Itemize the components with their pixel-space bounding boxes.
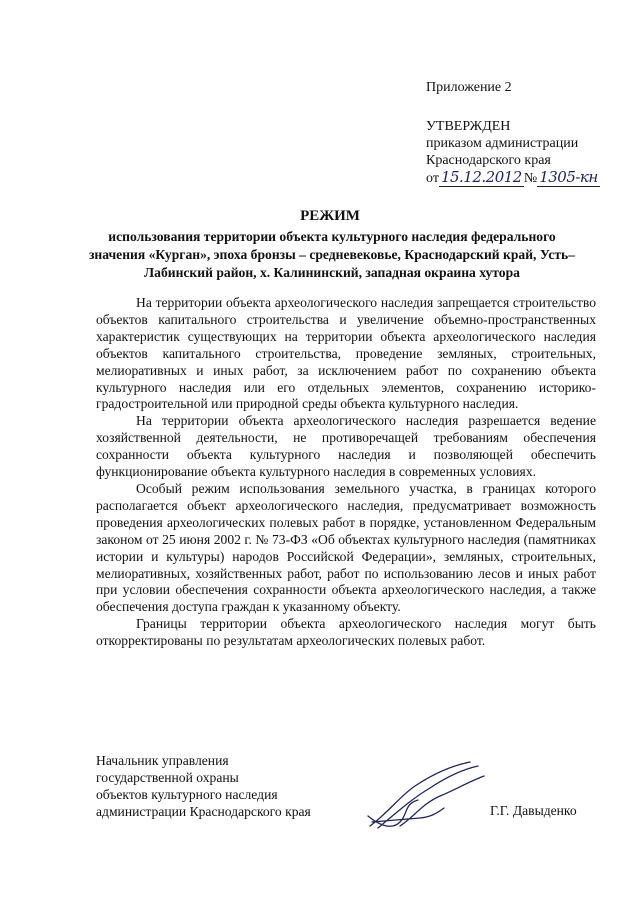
approval-heading: УТВЕРЖДЕН — [426, 119, 511, 134]
approval-order-line: приказом администрации — [426, 136, 579, 151]
approval-date-line — [426, 169, 600, 187]
signee-name: Г.Г. Давыденко — [490, 803, 577, 818]
document-body — [96, 295, 596, 650]
document-subtitle: использования территории объекта культурного наследия федерального значения «Курган», эпоха бронзы – средневековье, Краснодарский край, Усть–Лабинский район, х. Калининский, западная окраина хутора — [88, 229, 576, 280]
number-prefix: № — [523, 171, 538, 186]
handwritten-date: 15.12.2012 — [440, 168, 522, 186]
approval-authority-line: Краснодарского края — [426, 153, 551, 168]
appendix-label: Приложение 2 — [426, 80, 512, 95]
handwritten-signature — [360, 756, 490, 836]
body-paragraph: На территории объекта археологического наследия разрешается ведение хозяйственной деятельности, не противоречащей требованиям обеспечения сохранности объекта культурного наследия и позволяющей обеспечить функционирование объекта культурного наследия в современных условиях. — [96, 413, 596, 480]
signer-position-line: государственной охраны — [96, 770, 239, 785]
signer-position-line: Начальник управления — [96, 753, 229, 768]
signer-position-line: объектов культурного наследия — [96, 787, 278, 802]
approval-block — [426, 118, 600, 187]
signer-position-line: администрации Краснодарского края — [96, 804, 311, 819]
body-paragraph: Особый режим использования земельного участка, в границах которого располагается объект археологического наследия, предусматривает возможность проведения археологических полевых работ в порядке, установленном Федеральным законом от 25 июня 2002 г. № 73-ФЗ «Об объектах культурного наследия (памятниках истории и культуры) народов Российской Федерации», земляных, строительных, мелиоративных, хозяйственных работ, работ по использованию лесов и иных работ при условии обеспечения сохранности объекта археологического наследия, а также обеспечения доступа граждан к указанному объекту. — [96, 480, 596, 615]
date-prefix: от — [426, 171, 439, 186]
body-paragraph: Границы территории объекта археологического наследия могут быть откорректированы по результатам археологических полевых работ. — [96, 616, 596, 649]
handwritten-number: 1305-кн — [539, 168, 598, 186]
body-paragraph: На территории объекта археологического наследия запрещается строительство объектов капитального строительства и увеличение объемно-пространственных характеристик существующих на территории объекта археологического наследия объектов капитального строительства, проведение земляных, строительных, мелиоративных и иных работ, за исключением работ по сохранению объекта культурного наследия или его отдельных элементов, сохранению историко-градостроительной или природной среды объекта культурного наследия. — [96, 295, 596, 412]
document-title: РЕЖИМ — [300, 208, 360, 224]
signer-block — [96, 752, 311, 820]
